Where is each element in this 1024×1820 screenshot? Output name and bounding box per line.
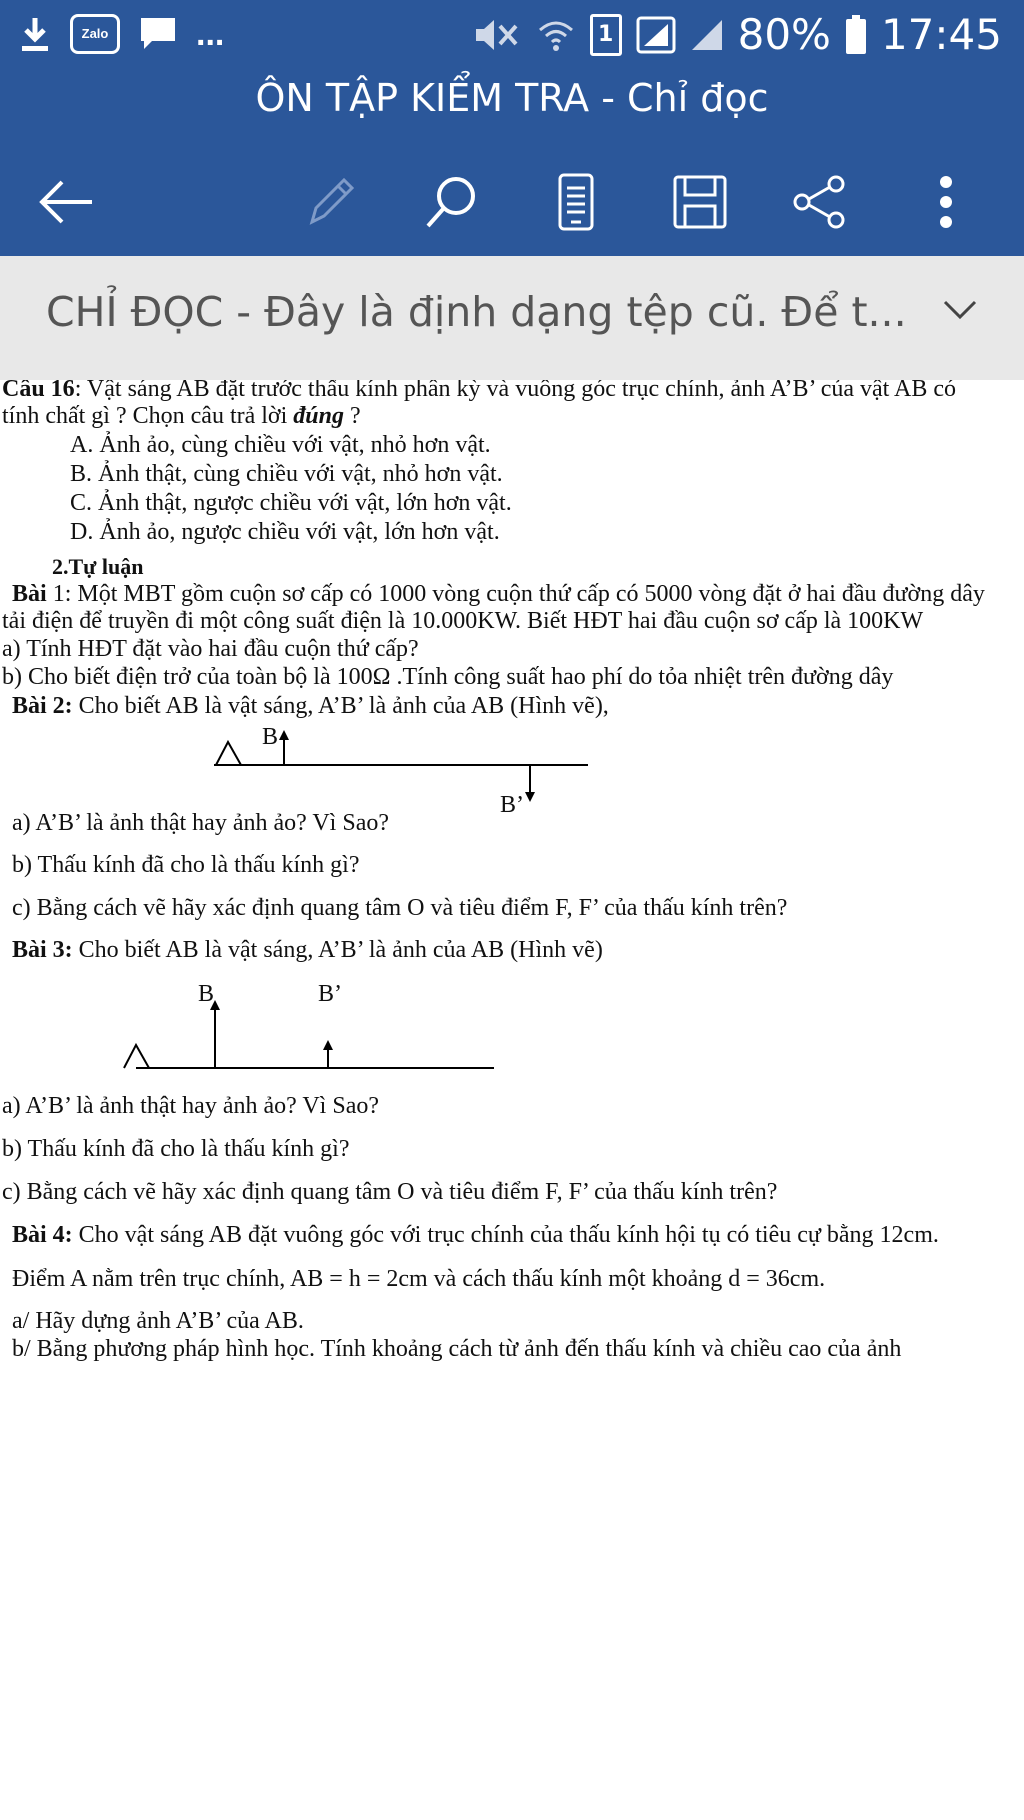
search-button[interactable] [412, 162, 492, 242]
figure-2-label-bprime: B’ [500, 792, 524, 818]
download-icon [18, 14, 52, 54]
bai-2-part-b: b) Thấu kính đã cho là thấu kính gì? [12, 852, 360, 878]
question-16-text: : Vật sáng AB đặt trước thấu kính phân kỳ và vuông góc trục chính, ảnh A’B’ của vật AB có [74, 380, 956, 402]
figure-3-image-arrowhead [323, 1040, 333, 1050]
more-vertical-icon [936, 172, 956, 232]
bai-4-line-2: Điểm A nằm trên trục chính, AB = h = 2cm và cách thấu kính một khoảng d = 36cm. [12, 1266, 826, 1292]
share-icon [790, 172, 850, 232]
figure-3-lens [124, 1045, 149, 1068]
bai-1-line-2: tải điện để truyền đi một công suất điện là 10.000KW. Biết HĐT hai đầu cuộn sơ cấp là 100KW [2, 608, 924, 634]
figure-2 [200, 720, 600, 820]
save-button[interactable] [660, 162, 740, 242]
bai-4-line-1 [12, 1222, 939, 1249]
bai-3-line [12, 937, 603, 964]
share-button[interactable] [780, 162, 860, 242]
status-bar [0, 0, 1024, 72]
bai-1-line-1 [12, 581, 985, 608]
read-only-banner[interactable] [0, 256, 1024, 380]
signal-icon [636, 16, 676, 54]
more-notifications: ... [196, 14, 225, 53]
figure-2-object-arrowhead [279, 730, 289, 740]
figure-3-label-bprime: B’ [318, 981, 342, 1007]
bai-3-part-b: b) Thấu kính đã cho là thấu kính gì? [2, 1136, 350, 1162]
reading-view-button[interactable] [536, 162, 616, 242]
bai-3-label: Bài 3: [12, 937, 73, 963]
question-16-emphasis: đúng [293, 403, 344, 429]
document-page[interactable] [0, 380, 1024, 1820]
question-16-line-1 [2, 380, 956, 403]
bai-4-part-b: b/ Bằng phương pháp hình học. Tính khoảng cách từ ảnh đến thấu kính và chiều cao của ảnh [12, 1336, 902, 1362]
bai-3-text: Cho biết AB là vật sáng, A’B’ là ảnh của AB (Hình vẽ) [72, 937, 603, 963]
figure-2-label-b: B [262, 724, 279, 750]
save-icon [670, 172, 730, 232]
option-b: B. Ảnh thật, cùng chiều với vật, nhỏ hơn vật. [70, 461, 503, 487]
mobile-view-icon [554, 172, 598, 232]
bai-4-text: Cho vật sáng AB đặt vuông góc với trục chính của thấu kính hội tụ có tiêu cự bằng 12cm. [72, 1222, 939, 1248]
edit-button[interactable] [290, 162, 370, 242]
question-16-text-3: ? [343, 403, 361, 429]
bai-3-part-c: c) Bằng cách vẽ hãy xác định quang tâm O và tiêu điểm F, F’ của thấu kính trên? [2, 1179, 778, 1205]
question-16-label: Câu 16 [2, 380, 75, 402]
bai-2-label: Bài 2: [12, 693, 73, 719]
zalo-icon: Zalo [70, 14, 120, 54]
battery-icon [845, 15, 867, 55]
banner-text: CHỈ ĐỌC - Đây là định dạng tệp cũ. Để t... [46, 288, 907, 336]
figure-3-label-b: B [198, 981, 215, 1007]
figure-3 [110, 975, 510, 1075]
figure-2-lens [216, 742, 241, 765]
option-d: D. Ảnh ảo, ngược chiều với vật, lớn hơn vật. [70, 519, 500, 545]
figure-2-image-arrowhead [525, 792, 535, 802]
question-16-text-2: tính chất gì ? Chọn câu trả lời [2, 403, 294, 429]
option-c: C. Ảnh thật, ngược chiều với vật, lớn hơn vật. [70, 490, 512, 516]
bai-1-text: 1: Một MBT gồm cuộn sơ cấp có 1000 vòng cuộn thứ cấp có 5000 vòng đặt ở hai đầu đường dây [46, 581, 985, 607]
bai-1-label: Bài [12, 581, 47, 607]
wifi-icon [536, 16, 576, 54]
bai-2-text: Cho biết AB là vật sáng, A’B’ là ảnh của AB (Hình vẽ), [72, 693, 609, 719]
toolbar [0, 162, 1024, 242]
bai-4-label: Bài 4: [12, 1222, 73, 1248]
back-button[interactable] [26, 162, 106, 242]
app-bar [0, 72, 1024, 256]
bai-2-part-c: c) Bằng cách vẽ hãy xác định quang tâm O và tiêu điểm F, F’ của thấu kính trên? [12, 895, 788, 921]
option-a: A. Ảnh ảo, cùng chiều với vật, nhỏ hơn vật. [70, 432, 491, 458]
document-title: ÔN TẬP KIỂM TRA - Chỉ đọc [255, 76, 769, 120]
chevron-down-icon[interactable] [942, 298, 978, 322]
clock: 17:45 [880, 10, 1002, 59]
bai-3-part-a: a) A’B’ là ảnh thật hay ảnh ảo? Vì Sao? [2, 1093, 379, 1119]
pencil-icon [300, 172, 360, 232]
back-arrow-icon [36, 177, 96, 227]
bai-1-part-b: b) Cho biết điện trở của toàn bộ là 100Ω .Tính công suất hao phí do tỏa nhiệt trên đường dây [2, 664, 894, 690]
battery-percent: 80% [737, 10, 831, 59]
sim-icon: 1 [590, 14, 622, 56]
more-options-button[interactable] [906, 162, 986, 242]
message-icon [138, 15, 178, 53]
question-16-line-2 [2, 403, 361, 430]
mute-icon [472, 16, 522, 54]
bai-2-line [12, 693, 609, 720]
search-icon [422, 172, 482, 232]
signal-icon-2 [690, 16, 724, 54]
bai-1-part-a: a) Tính HĐT đặt vào hai đầu cuộn thứ cấp? [2, 636, 419, 662]
bai-4-part-a: a/ Hãy dựng ảnh A’B’ của AB. [12, 1308, 304, 1334]
section-2-heading: 2.Tự luận [52, 554, 144, 579]
bai-2-part-a: a) A’B’ là ảnh thật hay ảnh ảo? Vì Sao? [12, 810, 389, 836]
